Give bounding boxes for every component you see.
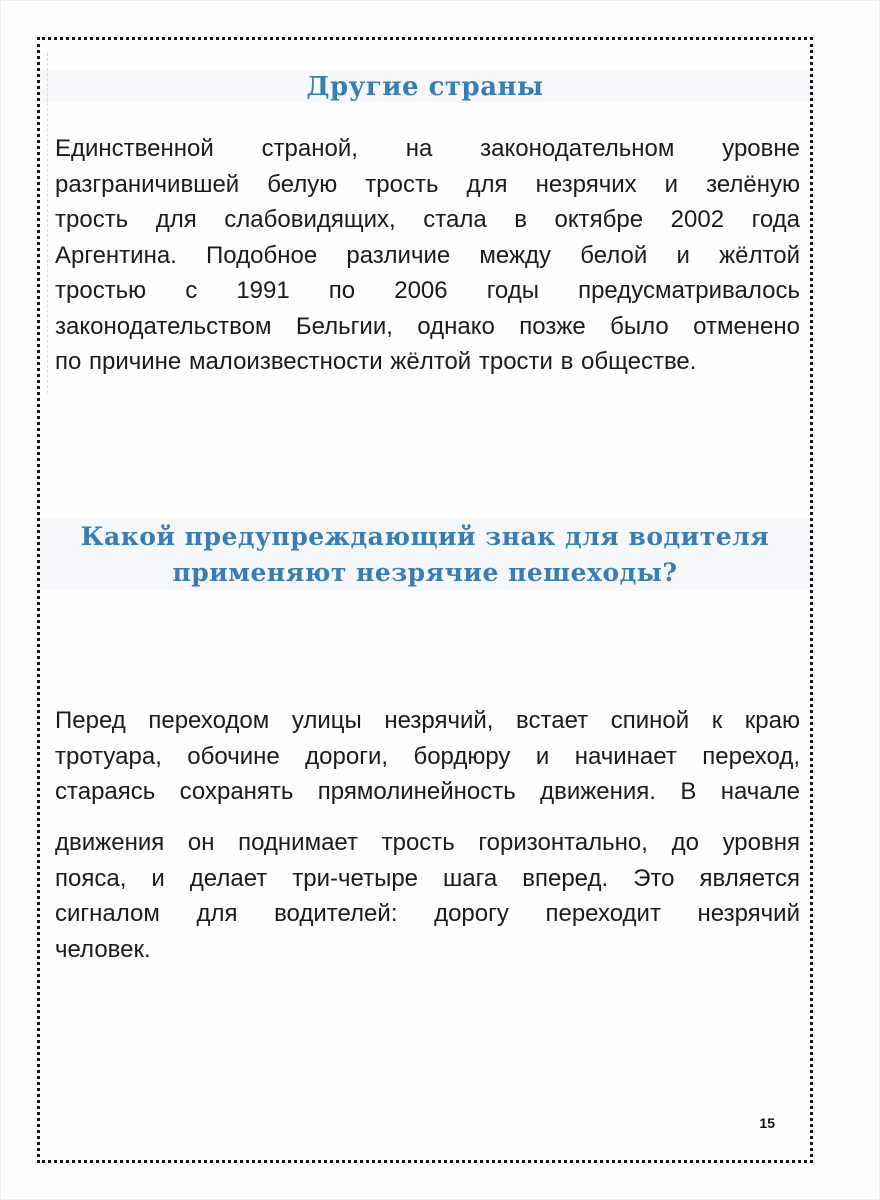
paragraph-line: Аргентина. Подобное различие между белой и жёлтой [55,241,800,269]
paragraph-argentina-belgium [55,131,800,380]
inner-faint-border-line [47,53,48,393]
paragraph-line: по причине малоизвестности жёлтой трости в обществе. [55,348,697,375]
paragraph-line: движения он поднимает трость горизонтально, до уровня [55,829,800,856]
paragraph-cane-signal [55,825,800,967]
paragraph-line: человек. [55,935,151,963]
paragraph-line: тротуара, обочине дороги, бордюру и начинает переход, [55,742,800,770]
paragraph-line: тростью с 1991 по 2006 годы предусматривалось [55,277,800,304]
paragraph-line: пояса, и делает три-четыре шага вперед. Это является [55,864,800,892]
paragraph-line: законодательством Бельгии, однако позже было отменено [55,312,800,340]
question-heading-warning-sign [40,519,810,591]
paragraph-line: стараясь сохранять прямолинейность движения. В начале [55,778,800,805]
page-number: 15 [759,1115,775,1131]
section-heading-other-countries: Другие страны [40,71,810,103]
question-heading-line: Какой предупреждающий знак для водителя [80,522,770,551]
paragraph-line: сигналом для водителей: дорогу переходит незрячий [55,900,800,927]
question-heading-line: применяют незрячие пешеходы? [172,558,678,587]
paragraph-line: Перед переходом улицы незрячий, встает спиной к краю [55,707,800,734]
paragraph-crossing-start [55,703,800,810]
paragraph-line: разграничившей белую трость для незрячих и зелёную [55,170,800,198]
paragraph-line: трость для слабовидящих, стала в октябре 2002 года [55,206,800,233]
paragraph-line: Единственной страной, на законодательном уровне [55,135,800,162]
